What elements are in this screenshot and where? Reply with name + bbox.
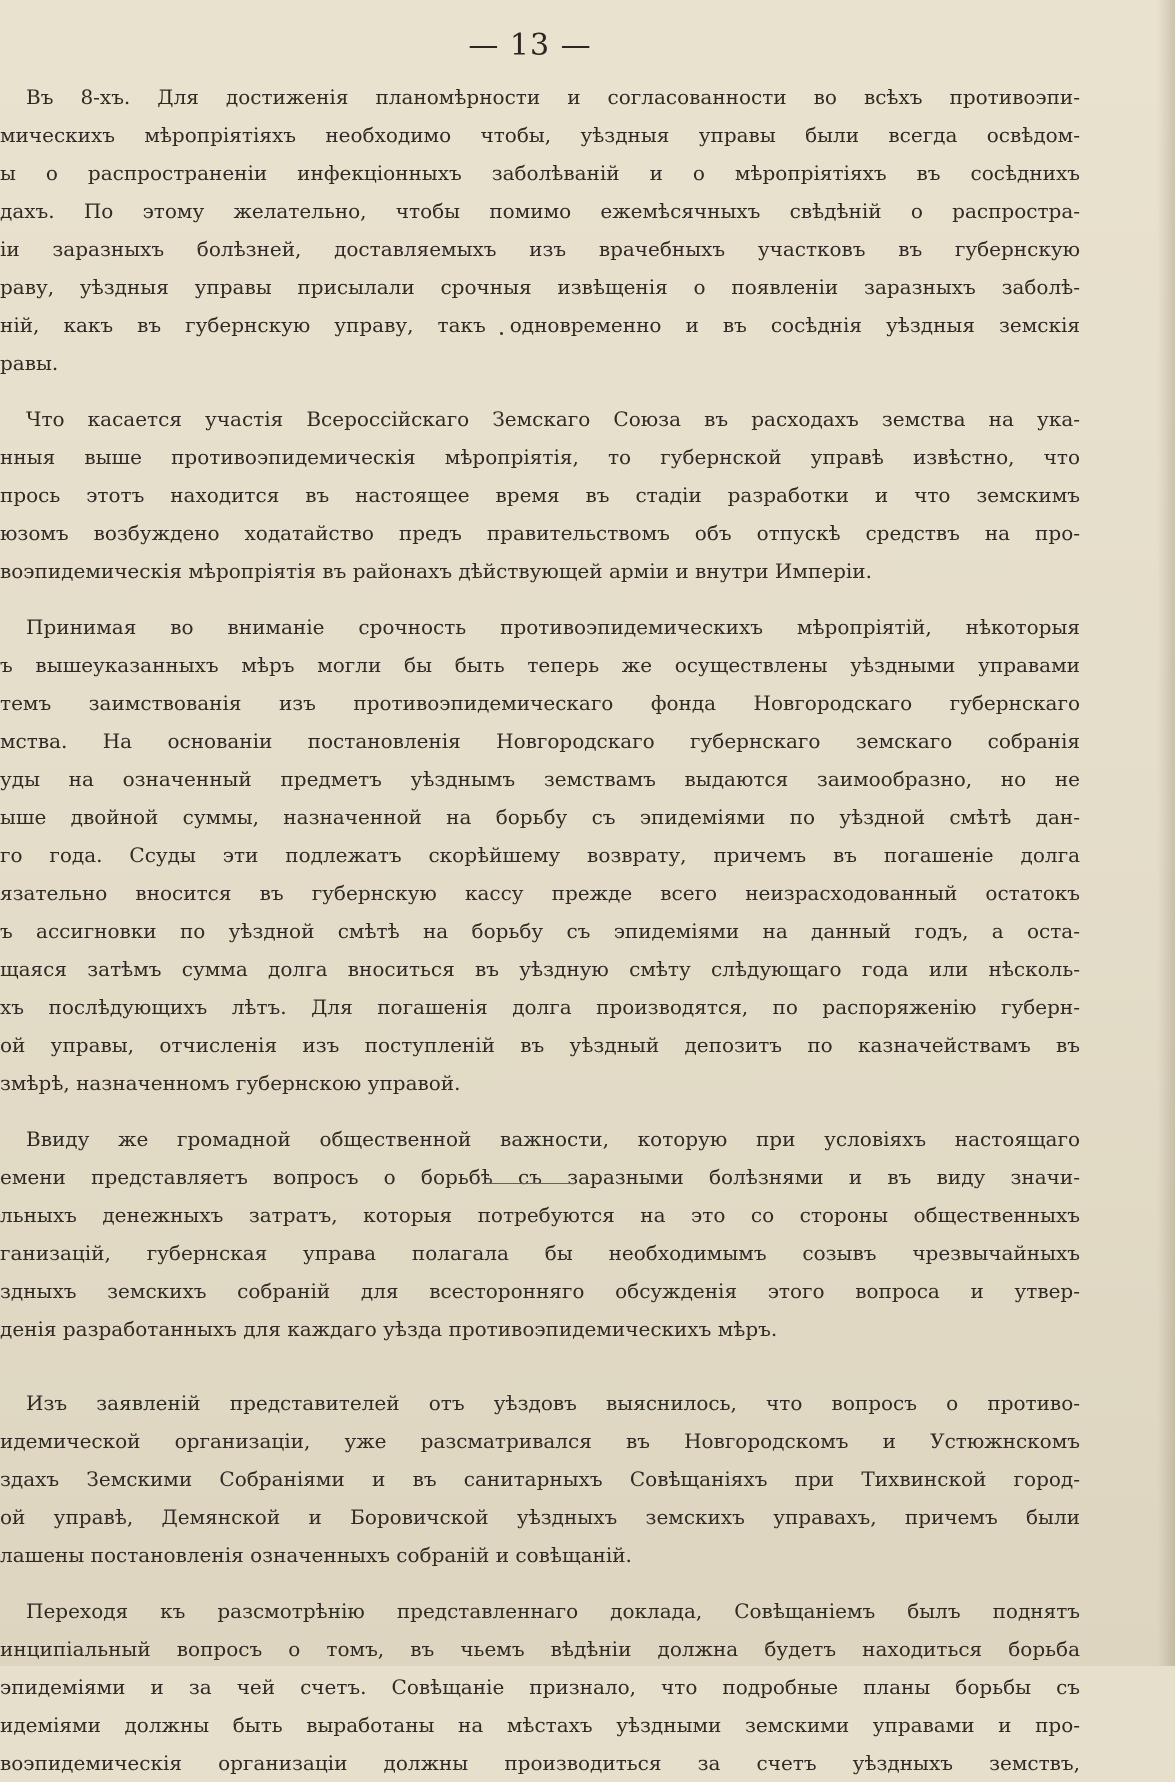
paragraph-1: [0, 78, 1080, 382]
text-line: денія разработанныхъ для каждаго уѣзда противоэпидемическихъ мѣръ.: [0, 1317, 778, 1341]
paragraph-gap: [0, 1348, 1080, 1384]
text-line: Что касается участія Всероссійскаго Земскаго Союза въ расходахъ земства на ука-: [26, 407, 1080, 431]
text-line: инципіальный вопросъ о томъ, въ чьемъ вѣдѣніи должна будетъ находиться борьба: [0, 1637, 1080, 1661]
text-line: Переходя къ разсмотрѣнію представленнаго доклада, Совѣщаніемъ былъ поднятъ: [26, 1599, 1080, 1623]
paragraph-4: [0, 1120, 1080, 1348]
text-line: нныя выше противоэпидемическія мѣропріятія, то губернской управѣ извѣстно, что: [0, 445, 1080, 469]
text-line: лашены постановленія означенныхъ собраній и совѣщаній.: [0, 1543, 632, 1567]
text-line: Въ 8-хъ. Для достиженія планомѣрности и согласованности во всѣхъ противоэпи-: [26, 85, 1080, 109]
text-line: воэпидемическія мѣропріятія въ районахъ дѣйствующей арміи и внутри Имперіи.: [0, 559, 872, 583]
text-line: іи заразныхъ болѣзней, доставляемыхъ изъ врачебныхъ участковъ въ губернскую: [0, 237, 1080, 261]
text-line: мства. На основаніи постановленія Новгородскаго губернскаго земскаго собранія: [0, 729, 1080, 753]
text-line: ъ ассигновки по уѣздной смѣтѣ на борьбу съ эпидеміями на данный годъ, а оста-: [0, 919, 1080, 943]
paragraph-2: [0, 400, 1080, 590]
text-line: ой управы, отчисленія изъ поступленій въ уѣздный депозитъ по казначействамъ въ: [0, 1033, 1080, 1057]
text-line: равы.: [0, 351, 59, 375]
text-line: ганизацій, губернская управа полагала бы необходимымъ созывъ чрезвычайныхъ: [0, 1241, 1080, 1265]
paragraph-3: [0, 608, 1080, 1102]
paragraph-gap: [0, 382, 1080, 400]
text-line: Изъ заявленій представителей отъ уѣздовъ выяснилось, что вопросъ о противо-: [26, 1391, 1080, 1415]
text-line: хъ послѣдующихъ лѣтъ. Для погашенія долга производятся, по распоряженію губерн-: [0, 995, 1080, 1019]
paragraph-gap: [0, 1574, 1080, 1592]
text-line: прось этотъ находится въ настоящее время въ стадіи разработки и что земскимъ: [0, 483, 1080, 507]
text-line: змѣрѣ, назначенномъ губернскою управой.: [0, 1071, 461, 1095]
paragraph-6: [0, 1592, 1080, 1782]
text-line: темъ заимствованія изъ противоэпидемическаго фонда Новгородскаго губернскаго: [0, 691, 1080, 715]
paragraph-5: [0, 1384, 1080, 1574]
text-line: дахъ. По этому желательно, чтобы помимо ежемѣсячныхъ свѣдѣній о распростра-: [0, 199, 1080, 223]
text-line: уды на означенный предметъ уѣзднымъ земствамъ выдаются заимообразно, но не: [0, 767, 1080, 791]
text-line: идеміями должны быть выработаны на мѣстахъ уѣздными земскими управами и про-: [0, 1713, 1080, 1737]
text-line: ой управѣ, Демянской и Боровичской уѣздныхъ земскихъ управахъ, причемъ были: [0, 1505, 1080, 1529]
section-divider: [484, 1183, 576, 1184]
body-text: [0, 78, 1080, 1782]
paragraph-gap: [0, 1102, 1080, 1120]
text-line: здахъ Земскими Собраніями и въ санитарныхъ Совѣщаніяхъ при Тихвинской город-: [0, 1467, 1080, 1491]
text-line: язательно вносится въ губернскую кассу прежде всего неизрасходованный остатокъ: [0, 881, 1080, 905]
text-line: Ввиду же громадной общественной важности, которую при условіяхъ настоящаго: [26, 1127, 1080, 1151]
text-line: эпидеміями и за чей счетъ. Совѣщаніе признало, что подробные планы борьбы съ: [0, 1675, 1080, 1699]
paragraph-gap: [0, 590, 1080, 608]
text-line: емени представляетъ вопросъ о борьбѣ съ заразными болѣзнями и въ виду значи-: [0, 1165, 1080, 1189]
text-line: идемической организаціи, уже разсматривался въ Новгородскомъ и Устюжнскомъ: [0, 1429, 1080, 1453]
text-line: го года. Ссуды эти подлежатъ скорѣйшему возврату, причемъ въ погашеніе долга: [0, 843, 1080, 867]
page-number: — 13 —: [468, 28, 592, 63]
text-line: щаяся затѣмъ сумма долга вноситься въ уѣздную смѣту слѣдующаго года или нѣсколь-: [0, 957, 1080, 981]
text-line: здныхъ земскихъ собраній для всесторонняго обсужденія этого вопроса и утвер-: [0, 1279, 1080, 1303]
text-line: ыше двойной суммы, назначенной на борьбу съ эпидеміями по уѣздной смѣтѣ дан-: [0, 805, 1080, 829]
page-edge-shadow: [1157, 0, 1175, 1666]
text-line: ы о распространеніи инфекціонныхъ заболѣваній и о мѣропріятіяхъ въ сосѣднихъ: [0, 161, 1080, 185]
text-line: Принимая во вниманіе срочность противоэпидемическихъ мѣропріятій, нѣкоторыя: [26, 615, 1080, 639]
text-line: юзомъ возбуждено ходатайство предъ правительствомъ объ отпускѣ средствъ на про-: [0, 521, 1080, 545]
text-line: раву, уѣздныя управы присылали срочныя извѣщенія о появленіи заразныхъ заболѣ-: [0, 275, 1080, 299]
text-line: ъ вышеуказанныхъ мѣръ могли бы быть теперь же осуществлены уѣздными управами: [0, 653, 1080, 677]
text-line: ній, какъ въ губернскую управу, такъ одновременно и въ сосѣднія уѣздныя земскія: [0, 313, 1080, 337]
text-line: мическихъ мѣропріятіяхъ необходимо чтобы, уѣздныя управы были всегда освѣдом-: [0, 123, 1080, 147]
text-line: льныхъ денежныхъ затратъ, которыя потребуются на это со стороны общественныхъ: [0, 1203, 1080, 1227]
text-line: воэпидемическія организаціи должны производиться за счетъ уѣздныхъ земствъ,: [0, 1751, 1080, 1775]
